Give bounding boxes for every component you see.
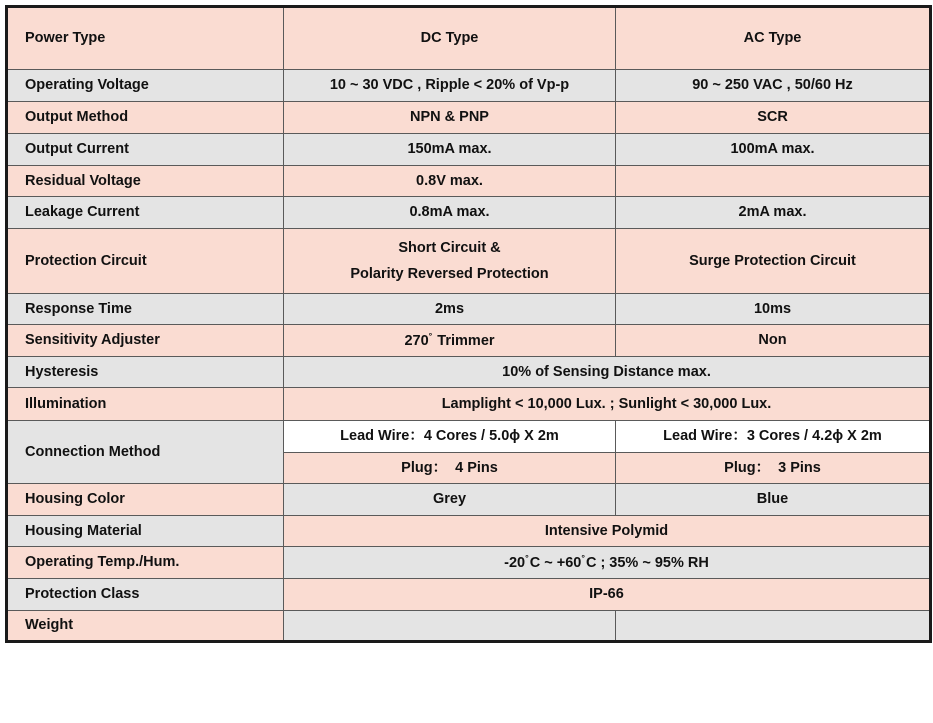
dc-response-time: 2ms (284, 294, 616, 325)
label-weight: Weight (7, 611, 284, 642)
dc-protection-line-1: Short Circuit & (398, 240, 501, 256)
row-output-current (7, 134, 931, 166)
dc-residual-voltage: 0.8V max. (284, 166, 616, 197)
row-protection-circuit (7, 229, 931, 294)
ac-response-time: 10ms (616, 294, 931, 325)
ac-output-current: 100mA max. (616, 134, 931, 166)
ac-residual-voltage (616, 166, 931, 197)
dc-connection-plug: Plug： 4 Pins (284, 453, 616, 484)
label-connection-method: Connection Method (7, 421, 284, 484)
label-leakage-current: Leakage Current (7, 197, 284, 229)
label-housing-material: Housing Material (7, 516, 284, 547)
ac-operating-voltage: 90 ~ 250 VAC , 50/60 Hz (616, 70, 931, 102)
row-housing-material (7, 516, 931, 547)
label-output-current: Output Current (7, 134, 284, 166)
humidity-range: C ; 35% ~ 95% RH (585, 555, 709, 572)
ac-output-method: SCR (616, 102, 931, 134)
header-dc-type: DC Type (284, 7, 616, 70)
ac-connection-lead: Lead Wire：3 Cores / 4.2ϕ X 2m (616, 421, 931, 453)
label-output-method: Output Method (7, 102, 284, 134)
label-hysteresis: Hysteresis (7, 357, 284, 388)
label-residual-voltage: Residual Voltage (7, 166, 284, 197)
row-response-time (7, 294, 931, 325)
value-hysteresis: 10% of Sensing Distance max. (284, 357, 931, 388)
spec-table (5, 5, 932, 643)
value-operating-temp (284, 547, 931, 579)
dc-protection-line-2: Polarity Reversed Protection (350, 266, 549, 282)
row-connection-lead (7, 421, 931, 453)
temp-low: -20 (504, 555, 526, 572)
label-operating-temp: Operating Temp./Hum. (7, 547, 284, 579)
dc-sensitivity-value: 270 (404, 333, 429, 350)
row-residual-voltage (7, 166, 931, 197)
label-response-time: Response Time (7, 294, 284, 325)
dc-connection-lead: Lead Wire：4 Cores / 5.0ϕ X 2m (284, 421, 616, 453)
degree-symbol: ° (525, 553, 529, 564)
degree-symbol: ° (581, 553, 585, 564)
dc-operating-voltage: 10 ~ 30 VDC , Ripple < 20% of Vp-p (284, 70, 616, 102)
row-hysteresis (7, 357, 931, 388)
dc-leakage-current: 0.8mA max. (284, 197, 616, 229)
dc-sensitivity-suffix: Trimmer (433, 333, 495, 350)
row-output-method (7, 102, 931, 134)
ac-protection-circuit: Surge Protection Circuit (616, 229, 931, 294)
dc-protection-circuit (284, 229, 616, 294)
row-weight (7, 611, 931, 642)
value-illumination: Lamplight < 10,000 Lux. ; Sunlight < 30,000 Lux. (284, 388, 931, 421)
degree-symbol: ° (428, 331, 433, 342)
row-housing-color (7, 484, 931, 516)
dc-weight (284, 611, 616, 642)
row-protection-class (7, 579, 931, 611)
ac-leakage-current: 2mA max. (616, 197, 931, 229)
dc-output-current: 150mA max. (284, 134, 616, 166)
label-sensitivity-adjuster: Sensitivity Adjuster (7, 325, 284, 357)
row-operating-temp (7, 547, 931, 579)
label-illumination: Illumination (7, 388, 284, 421)
label-operating-voltage: Operating Voltage (7, 70, 284, 102)
header-label: Power Type (7, 7, 284, 70)
dc-housing-color: Grey (284, 484, 616, 516)
header-ac-type: AC Type (616, 7, 931, 70)
row-leakage-current (7, 197, 931, 229)
temp-high: C ~ +60 (529, 555, 582, 572)
label-housing-color: Housing Color (7, 484, 284, 516)
dc-output-method: NPN & PNP (284, 102, 616, 134)
ac-housing-color: Blue (616, 484, 931, 516)
value-protection-class: IP-66 (284, 579, 931, 611)
dc-sensitivity-adjuster (284, 325, 616, 357)
row-illumination (7, 388, 931, 421)
label-protection-class: Protection Class (7, 579, 284, 611)
row-sensitivity-adjuster (7, 325, 931, 357)
value-housing-material: Intensive Polymid (284, 516, 931, 547)
label-protection-circuit: Protection Circuit (7, 229, 284, 294)
ac-sensitivity-adjuster: Non (616, 325, 931, 357)
header-row (7, 7, 931, 70)
ac-connection-plug: Plug： 3 Pins (616, 453, 931, 484)
row-operating-voltage (7, 70, 931, 102)
ac-weight (616, 611, 931, 642)
